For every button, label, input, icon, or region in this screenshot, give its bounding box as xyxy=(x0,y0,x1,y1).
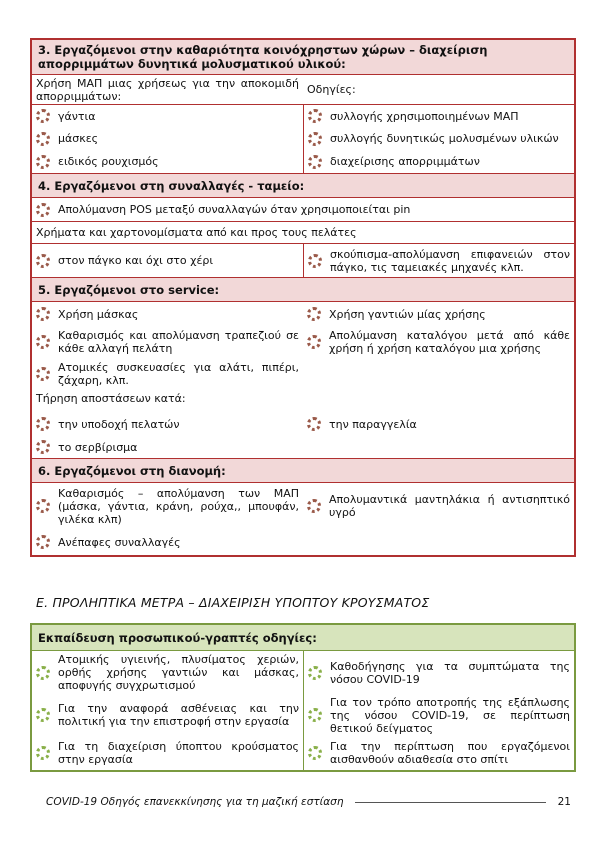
dotted-ring-icon[interactable] xyxy=(36,440,50,454)
dotted-ring-icon[interactable] xyxy=(308,132,322,146)
section-3-header xyxy=(32,40,574,74)
dotted-ring-icon[interactable] xyxy=(36,746,50,760)
s4-right xyxy=(303,244,574,277)
s5-d-last xyxy=(32,436,303,458)
section-5-header xyxy=(32,277,574,301)
dotted-ring-icon[interactable] xyxy=(36,535,50,549)
tr-r1-left xyxy=(32,651,303,694)
s5-r1-left-label: Χρήση μάσκας xyxy=(58,307,139,321)
s6-r2-left-label: Ανέπαφες συναλλαγές xyxy=(58,535,181,549)
tr-r2-left-label: Για την αναφορά ασθένειας και την πολιτική για την επιστροφή στην εργασία xyxy=(58,702,299,728)
s3-left-2-label: μάσκες xyxy=(58,132,99,145)
dotted-ring-icon[interactable] xyxy=(307,417,321,431)
dotted-ring-icon[interactable] xyxy=(36,417,50,431)
section-5-body xyxy=(32,301,574,458)
section-4-row-1 xyxy=(32,197,574,221)
dotted-ring-icon[interactable] xyxy=(36,367,50,381)
s5-r2-left xyxy=(32,326,303,358)
section-3-left-intro-cell xyxy=(32,75,303,104)
s5-row-5 xyxy=(32,436,574,458)
section-3-title: 3. Εργαζόμενοι στην καθαριότητα κοινόχρηστων χώρων – διαχείριση απορριμμάτων δυνητικά μολυσματικού υλικού: xyxy=(38,43,488,71)
section-3-left-intro: Χρήση ΜΑΠ μιας χρήσεως για την αποκομιδή απορριμμάτων: xyxy=(36,76,299,103)
dotted-ring-icon[interactable] xyxy=(307,499,321,513)
dotted-ring-icon[interactable] xyxy=(308,746,322,760)
s5-d-left-label: την υποδοχή πελατών xyxy=(58,417,180,431)
tr-r2-left xyxy=(32,694,303,736)
training-row-2 xyxy=(32,694,574,736)
s5-r1-right-label: Χρήση γαντιών μίας χρήσης xyxy=(329,307,486,321)
training-row-3 xyxy=(32,736,574,770)
s6-row-1 xyxy=(32,483,574,529)
s5-distance-intro: Τήρηση αποστάσεων κατά: xyxy=(36,392,186,405)
s5-r1-right xyxy=(303,302,574,326)
s4-intro-cell xyxy=(32,222,574,243)
s4-item-1 xyxy=(32,198,574,221)
s5-row-1 xyxy=(32,302,574,326)
section-6-body xyxy=(32,482,574,555)
s6-r1-left xyxy=(32,483,303,529)
s3-left-3 xyxy=(32,150,303,173)
section-4-header xyxy=(32,173,574,197)
section-3-right-intro-cell xyxy=(303,75,574,104)
s5-r2-right xyxy=(303,326,574,358)
s5-row-2 xyxy=(32,326,574,358)
dotted-ring-icon[interactable] xyxy=(307,307,321,321)
tr-r1-left-label: Ατομικής υγιεινής, πλυσίματος χεριών, ορθής χρήσης γαντιών και μάσκας, αποφυγής συγχρωτισμού xyxy=(58,653,299,692)
dotted-ring-icon[interactable] xyxy=(308,254,322,268)
section-6-title: 6. Εργαζόμενοι στη διανομή: xyxy=(38,463,226,478)
training-table xyxy=(30,623,576,772)
training-header xyxy=(32,625,574,650)
s5-r2-right-label: Απολύμανση καταλόγου μετά από κάθε χρήση ή χρήση καταλόγου μια χρήσης xyxy=(329,329,570,355)
dotted-ring-icon[interactable] xyxy=(36,708,50,722)
dotted-ring-icon[interactable] xyxy=(307,335,321,349)
s3-right-2-label: συλλογής δυνητικώς μολυσμένων υλικών xyxy=(330,132,559,145)
tr-r3-right-label: Για την περίπτωση που εργαζόμενοι αισθανθούν αδιαθεσία στο σπίτι xyxy=(330,740,570,766)
s3-right-3 xyxy=(303,150,574,173)
s5-r2-left-label: Καθαρισμός και απολύμανση τραπεζιού σε κάθε αλλαγή πελάτη xyxy=(58,329,299,355)
page-number: 21 xyxy=(557,796,571,808)
s3-left-2 xyxy=(32,127,303,150)
page-footer xyxy=(46,796,571,808)
section-6-header xyxy=(32,458,574,482)
dotted-ring-icon[interactable] xyxy=(308,109,322,123)
s5-r3-left-label: Ατομικές συσκευασίες για αλάτι, πιπέρι, ζάχαρη, κλπ. xyxy=(58,361,299,387)
s6-r1-left-label: Καθαρισμός – απολύμανση των ΜΑΠ (μάσκα, γάντια, κράνη, ρούχα,, μπουφάν, γιλέκα κλπ) xyxy=(58,486,299,526)
footer-rule xyxy=(355,802,545,803)
s6-r1-right-label: Απολυμαντικά μαντηλάκια ή αντισηπτικό υγρό xyxy=(329,493,570,519)
s6-row-2 xyxy=(32,529,574,555)
s3-right-1 xyxy=(303,105,574,127)
section-3-intro-row xyxy=(32,74,574,104)
dotted-ring-icon[interactable] xyxy=(36,666,50,680)
section-5-title: 5. Εργαζόμενοι στο service: xyxy=(38,282,220,297)
section-e-title: Ε. ΠΡΟΛΗΠΤΙΚΑ ΜΕΤΡΑ – ΔΙΑΧΕΙΡΙΣΗ ΥΠΟΠΤΟΥ ΚΡΟΥΣΜΑΤΟΣ xyxy=(36,595,430,610)
section-3-items-row-3 xyxy=(32,150,574,173)
dotted-ring-icon[interactable] xyxy=(36,307,50,321)
s5-d-right-label: την παραγγελία xyxy=(329,417,417,431)
s5-row-3 xyxy=(32,358,574,390)
s5-d-right xyxy=(303,412,574,436)
s5-d-left xyxy=(32,412,303,436)
s3-right-1-label: συλλογής χρησιμοποιημένων ΜΑΠ xyxy=(330,109,519,123)
s4-left-label: στον πάγκο και όχι στο χέρι xyxy=(58,254,214,267)
s3-left-3-label: ειδικός ρουχισμός xyxy=(58,155,159,168)
s5-r1-left xyxy=(32,302,303,326)
section-4-row-3 xyxy=(32,243,574,277)
tr-r3-left-label: Για τη διαχείριση ύποπτου κρούσματος στην εργασία xyxy=(58,740,299,766)
s3-right-2 xyxy=(303,127,574,150)
tr-r3-right xyxy=(303,736,574,770)
s6-r2-left xyxy=(32,529,303,555)
dotted-ring-icon[interactable] xyxy=(36,109,50,123)
measures-table xyxy=(30,38,576,557)
dotted-ring-icon[interactable] xyxy=(36,155,50,169)
section-3-items-row-1 xyxy=(32,104,574,127)
s3-left-1-label: γάντια xyxy=(58,109,96,123)
dotted-ring-icon[interactable] xyxy=(36,335,50,349)
dotted-ring-icon[interactable] xyxy=(36,499,50,513)
training-row-1 xyxy=(32,650,574,694)
tr-r2-right xyxy=(303,694,574,736)
section-3-right-intro: Οδηγίες: xyxy=(307,83,356,96)
s4-right-label: σκούπισμα-απολύμανση επιφανειών στον πάγκο, τις ταμειακές μηχανές κλπ. xyxy=(330,247,570,274)
dotted-ring-icon[interactable] xyxy=(308,155,322,169)
dotted-ring-icon[interactable] xyxy=(308,666,322,680)
tr-r2-right-label: Για τον τρόπο αποτροπής της εξάπλωσης της νόσου COVID-19, σε περίπτωση θετικού δείγματος xyxy=(330,695,570,735)
s6-r1-right xyxy=(303,483,574,529)
s3-left-1 xyxy=(32,105,303,127)
dotted-ring-icon[interactable] xyxy=(36,132,50,146)
section-4-title: 4. Εργαζόμενοι στη συναλλαγές - ταμείο: xyxy=(38,178,305,193)
s5-r3-right-empty xyxy=(303,358,574,390)
s5-r3-left xyxy=(32,358,303,390)
s5-d-last-label: το σερβίρισμα xyxy=(58,440,138,454)
s3-right-3-label: διαχείρισης απορριμμάτων xyxy=(330,155,480,168)
dotted-ring-icon[interactable] xyxy=(36,254,50,268)
footer-text: COVID-19 Οδηγός επανεκκίνησης για τη μαζική εστίαση xyxy=(46,796,344,808)
s4-item-1-label: Απολύμανση POS μεταξύ συναλλαγών όταν χρησιμοποιείται pin xyxy=(58,203,411,216)
dotted-ring-icon[interactable] xyxy=(308,708,322,722)
s5-row-4 xyxy=(32,412,574,436)
s4-left xyxy=(32,244,303,277)
s4-intro-2: Χρήματα και χαρτονομίσματα από και προς τους πελάτες xyxy=(36,226,357,239)
section-4-row-2 xyxy=(32,221,574,243)
dotted-ring-icon[interactable] xyxy=(36,203,50,217)
section-3-items-row-2 xyxy=(32,127,574,150)
tr-r3-left xyxy=(32,736,303,770)
tr-r1-right xyxy=(303,651,574,694)
tr-r1-right-label: Καθοδήγησης για τα συμπτώματα της νόσου COVID-19 xyxy=(330,659,570,686)
training-title: Εκπαίδευση προσωπικού-γραπτές οδηγίες: xyxy=(38,630,317,645)
